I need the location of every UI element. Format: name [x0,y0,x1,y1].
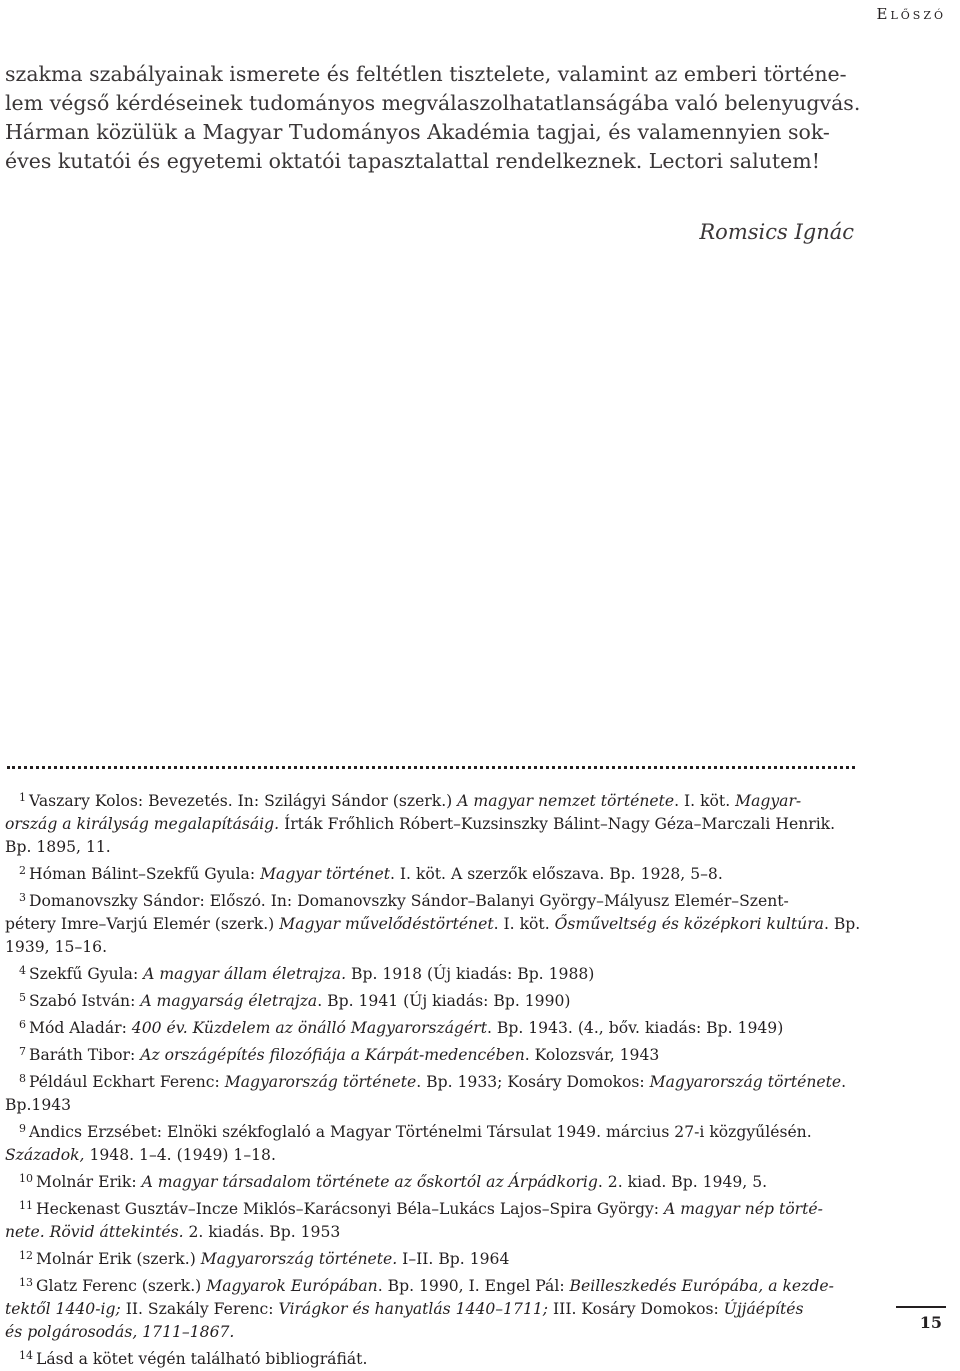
footnote-text: Bp. 1895, 11. [5,838,111,856]
footnote-title: A magyar társadalom története az őskortól az Árpádkorig [141,1173,598,1191]
footnote [5,886,855,913]
footnote-number: 14 [19,1349,33,1362]
footnote-continuation [5,1298,855,1321]
footnote-title: Magyarország története [649,1073,842,1091]
body-line: szakma szabályainak ismerete és feltétlen tisztelete, valamint az emberi történe- [5,62,847,86]
footnote-text: . 2. kiad. Bp. 1949, 5. [597,1173,768,1191]
footnote-continuation [5,913,861,936]
footnote-continuation [5,1094,855,1117]
footnote-text: . Bp. 1941 (Új kiadás: Bp. 1990) [317,992,571,1010]
footnote-title: Magyarok Európában [206,1277,378,1295]
footnote-title: Magyarország története [224,1073,417,1091]
footnote-separator [7,766,855,769]
footnote-continuation [5,1321,855,1344]
footnote-text: Például Eckhart Ferenc: [29,1073,225,1091]
footnote [5,959,855,986]
footnote-continuation [5,936,855,959]
footnote-title: 400 év. Küzdelem az önálló Magyarországért [131,1019,487,1037]
footnote-title: tektől 1440-ig; [5,1300,121,1318]
footnote-continuation [5,836,855,859]
footnote-text: . I. köt. [493,915,555,933]
footnote-title: Századok, [5,1146,85,1164]
footnote-text: I–II. Bp. 1964 [397,1250,510,1268]
footnote-number: 13 [19,1276,33,1289]
footnote-text: . Kolozsvár, 1943 [524,1046,660,1064]
footnote-text: Glatz Ferenc (szerk.) [36,1277,207,1295]
footnote-text: Hóman Bálint–Szekfű Gyula: [29,865,261,883]
footnote [5,786,855,813]
body-line: lem végső kérdéseinek tudományos megválaszolhatatlanságába való belenyugvás. [5,91,861,115]
footnote-text: . I. köt. A szerzők előszava. Bp. 1928, 5–8. [389,865,723,883]
footnote-text: Lásd a kötet végén található bibliográfiát. [36,1350,368,1368]
footnote-number: 11 [19,1199,33,1212]
footnote-continuation [5,813,855,836]
footnote-text: 1948. 1–4. (1949) 1–18. [84,1146,276,1164]
footnote-text: . Bp. 1933; Kosáry Domokos: [416,1073,650,1091]
footnote-title: Ősműveltség és középkori kultúra [554,915,824,933]
footnote-text: Bp. 1918 (Új kiadás: Bp. 1988) [346,965,595,983]
page-number: 15 [919,1313,942,1332]
footnote-text: . I. köt. [674,792,736,810]
page-number-rule [896,1306,946,1308]
footnote-title: és polgárosodás, 1711–1867. [5,1323,235,1341]
footnote-number: 1 [19,791,26,804]
footnote [5,1117,855,1144]
footnote-text: Bp.1943 [5,1096,72,1114]
footnote-number: 4 [19,964,26,977]
footnote-number: 10 [19,1172,33,1185]
footnote-title: nete. Rövid áttekintés. [5,1223,184,1241]
body-line: Hárman közülük a Magyar Tudományos Akadémia tagjai, és valamennyien sok- [5,120,830,144]
footnote-title: A magyar nép törté- [663,1200,823,1218]
body-line: éves kutatói és egyetemi oktatói tapasztalattal rendelkeznek. Lectori salutem! [5,149,820,173]
footnote-text: 1939, 15–16. [5,938,108,956]
footnote-title: A magyar állam életrajza. [143,965,347,983]
footnote-title: Az országépítés filozófiája a Kárpát-medencében [140,1046,525,1064]
footnote-text: . Bp. 1943. (4., bőv. kiadás: Bp. 1949) [486,1019,784,1037]
footnote-text: Domanovszky Sándor: Előszó. In: Domanovszky Sándor–Balanyi György–Mályusz Elemér–Szent- [29,892,789,910]
footnote-text: 2. kiadás. Bp. 1953 [183,1223,341,1241]
footnote-title: Virágkor és hanyatlás 1440–1711; [278,1300,549,1318]
footnote-text: III. Kosáry Domokos: [548,1300,724,1318]
footnote [5,1344,855,1371]
footnote-text: Heckenast Gusztáv–Incze Miklós–Karácsonyi Béla–Lukács Lajos–Spira György: [36,1200,664,1218]
footnote-text: . [841,1073,847,1091]
footnote-text: Baráth Tibor: [29,1046,141,1064]
footnote-continuation [5,1144,855,1167]
footnote-number: 3 [19,891,26,904]
footnote-text: Molnár Erik (szerk.) [36,1250,201,1268]
signature: Romsics Ignác [699,220,854,244]
footnote-title: Magyarország története. [200,1250,398,1268]
footnote-text: Írták Frőhlich Róbert–Kuzsinszky Bálint–Nagy Géza–Marczali Henrik. [279,815,836,833]
footnote-text: II. Szakály Ferenc: [120,1300,279,1318]
footnote-title: Újjáépítés [723,1300,804,1318]
footnote-number: 12 [19,1249,33,1262]
running-head: Előszó [876,5,946,23]
footnote-title: Magyar művelődéstörténet [279,915,494,933]
footnote [5,1040,855,1067]
footnote-title: Magyar- [735,792,802,810]
footnote-title: Magyar történet [260,865,390,883]
footnote-text: Szekfű Gyula: [29,965,144,983]
footnote-text: Szabó István: [29,992,141,1010]
footnote [5,1167,855,1194]
footnote-number: 9 [19,1122,26,1135]
footnote-text: . Bp. [823,915,861,933]
footnote-text: Andics Erzsébet: Elnöki székfoglaló a Magyar Történelmi Társulat 1949. március 27-i közgyűlésén. [29,1123,812,1141]
footnote-continuation [5,1221,855,1244]
footnote-text: pétery Imre–Varjú Elemér (szerk.) [5,915,280,933]
footnotes [5,786,861,1371]
footnote-title: A magyar nemzet története [457,792,675,810]
footnote-title: ország a királyság megalapításáig. [5,815,280,833]
footnote-number: 6 [19,1018,26,1031]
footnote-title: Beilleszkedés Európába, a kezde- [569,1277,834,1295]
footnote [5,1271,855,1298]
footnote [5,1194,855,1221]
footnote [5,859,855,886]
footnote-number: 7 [19,1045,26,1058]
footnote-number: 2 [19,864,26,877]
footnote [5,986,855,1013]
footnote-title: A magyarság életrajza [140,992,318,1010]
footnote [5,1244,855,1271]
footnote-number: 5 [19,991,26,1004]
body-text [5,60,861,176]
footnote-text: Vaszary Kolos: Bevezetés. In: Szilágyi Sándor (szerk.) [29,792,458,810]
footnote [5,1013,855,1040]
footnote-text: . Bp. 1990, I. Engel Pál: [377,1277,570,1295]
footnote-text: Mód Aladár: [29,1019,132,1037]
footnote [5,1067,855,1094]
footnote-text: Molnár Erik: [36,1173,142,1191]
footnote-number: 8 [19,1072,26,1085]
